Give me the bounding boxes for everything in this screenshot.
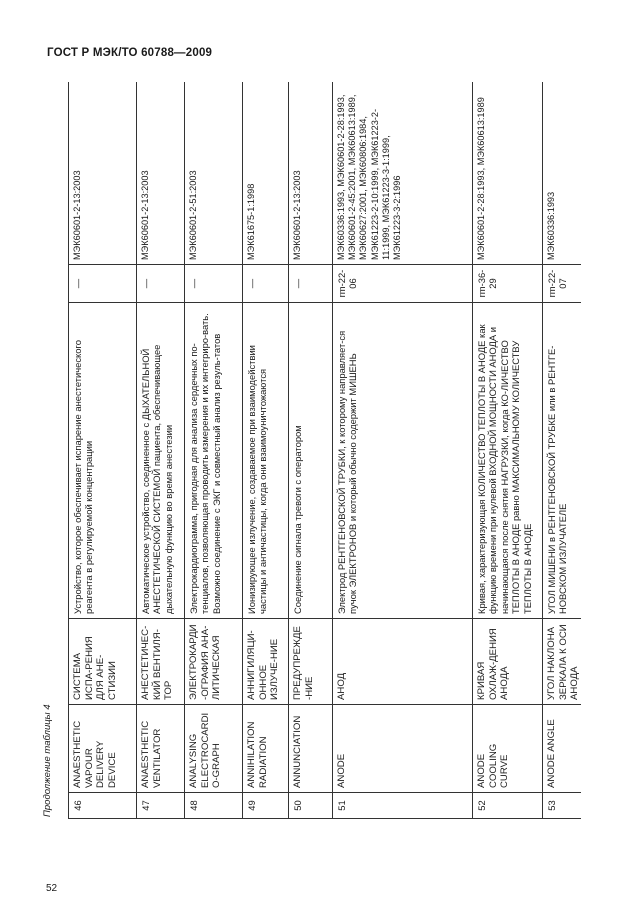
english-term: ANNIHILATION RADIATION (243, 705, 289, 793)
term-definition: Электрокардиограмма, пригодная для анализа сердечных по-тенциалов, позволяющая проводить измерения и их интегриро-вать. Возможно соединение с ЭКГ и совместный анализ резуль-татов (185, 303, 243, 619)
table-rotated-container (68, 82, 581, 819)
table-row (543, 82, 582, 819)
document-header: ГОСТ Р МЭК/ТО 60788—2009 (47, 47, 213, 59)
term-code: rm-22-06 (333, 265, 473, 303)
russian-term: СИСТЕМА ИСПА-РЕНИЯ ДЛЯ АНЕ-СТИЗИИ (69, 619, 137, 705)
continuation-wrapper (42, 704, 56, 907)
russian-term: АНЕСТЕТИЧЕС-КИЙ ВЕНТИЛЯ-ТОР (137, 619, 185, 705)
row-number: 48 (185, 793, 243, 819)
term-definition: Кривая, характеризующая КОЛИЧЕСТВО ТЕПЛОТЫ В АНОДЕ как функцию времени при нулевой ВХОДНОЙ МОЩНОСТИ АНОДА и начинающаяся после снятия НАГРУЗКИ, когда КО-ЛИЧЕСТВО ТЕПЛОТЫ В АНОДЕ равно МАКСИМАЛЬНОМУ КОЛИЧЕСТВУ ТЕПЛОТЫ В АНОДЕ (473, 303, 543, 619)
table-row (137, 82, 185, 819)
standard-references: МЭК60336:1993 (543, 82, 582, 265)
english-term: ANAESTHETIC VENTILATOR (137, 705, 185, 793)
russian-term: АННИГИЛЯЦИ-ОННОЕ ИЗЛУЧЕ-НИЕ (243, 619, 289, 705)
standard-references: МЭК60601-2-13:2003 (137, 82, 185, 265)
term-definition: Автоматическое устройство, соединенное с ДЫХАТЕЛЬНОЙ АНЕСТЕТИЧЕСКОЙ СИСТЕМОЙ пациента, обеспечивающее дыхательную функцию во время анестезии (137, 303, 185, 619)
term-code: — (137, 265, 185, 303)
russian-term: УГОЛ НАКЛОНА ЗЕРКАЛА К ОСИ АНОДА (543, 619, 582, 705)
russian-term: АНОД (333, 619, 473, 705)
russian-term: ЭЛЕКТРОКАРДИ-ОГРАФИЯ АНА-ЛИТИЧЕСКАЯ (185, 619, 243, 705)
term-definition: УГОЛ МИШЕНИ в РЕНТГЕНОВСКОЙ ТРУБКЕ или в РЕНТГЕ-НОВСКОМ ИЗЛУЧАТЕЛЕ (543, 303, 582, 619)
table-row (69, 82, 137, 819)
table-row (289, 82, 333, 819)
english-term: ANODE (333, 705, 473, 793)
english-term: ANAESTHETIC VAPOUR DELIVERY DEVICE (69, 705, 137, 793)
row-number: 52 (473, 793, 543, 819)
row-number: 47 (137, 793, 185, 819)
standard-references: МЭК60601-2-28:1993, МЭК60613:1989 (473, 82, 543, 265)
term-definition: Соединение сигнала тревоги с оператором (289, 303, 333, 619)
term-code: — (69, 265, 137, 303)
row-number: 51 (333, 793, 473, 819)
term-code: — (185, 265, 243, 303)
table-row (333, 82, 473, 819)
standard-references: МЭК60336:1993, МЭК60601-2-28:1993, МЭК60601-2-45:2001, МЭК60613:1989, МЭК60627:2001, МЭК60806:1984, МЭК61223-2-10:1999, МЭК61223-2-11:1999, МЭК61223-3-1:1999, МЭК61223-3-2:1996 (333, 82, 473, 265)
english-term: ANNUNCIATION (289, 705, 333, 793)
term-definition: Электрод РЕНТГЕНОВСКОЙ ТРУБКИ, к которому направляет-ся пучок ЭЛЕКТРОНОВ и который обычно содержит МИШЕНЬ (333, 303, 473, 619)
standard-references: МЭК60601-2-51:2003 (185, 82, 243, 265)
table-row (185, 82, 243, 819)
russian-term: КРИВАЯ ОХЛАЖ-ДЕНИЯ АНОДА (473, 619, 543, 705)
standard-references: МЭК60601-2-13:2003 (289, 82, 333, 265)
terms-table (68, 82, 581, 819)
standard-references: МЭК61675-1:1998 (243, 82, 289, 265)
term-code: — (289, 265, 333, 303)
row-number: 49 (243, 793, 289, 819)
english-term: ANODE COOLING CURVE (473, 705, 543, 793)
term-definition: Ионизирующее излучение, создаваемое при взаимодействии частицы и античастицы, когда они взаимоуничтожаются (243, 303, 289, 619)
term-code: — (243, 265, 289, 303)
standard-references: МЭК60601-2-13:2003 (69, 82, 137, 265)
table-row (473, 82, 543, 819)
table-continuation-label: Продолжение таблицы 4 (42, 704, 53, 817)
page-number: 52 (46, 883, 58, 894)
term-code: rm-22-07 (543, 265, 582, 303)
row-number: 53 (543, 793, 582, 819)
english-term: ANALYSING ELECTROCARDIO-GRAPH (185, 705, 243, 793)
table-rotated-wrapper (68, 82, 581, 819)
term-code: rm-36-29 (473, 265, 543, 303)
row-number: 46 (69, 793, 137, 819)
term-definition: Устройство, которое обеспечивает испарение анестетического реагента в регулируемой концентрации (69, 303, 137, 619)
russian-term: ПРЕДУПРЕЖДЕ-НИЕ (289, 619, 333, 705)
english-term: ANODE ANGLE (543, 705, 582, 793)
table-row (243, 82, 289, 819)
row-number: 50 (289, 793, 333, 819)
